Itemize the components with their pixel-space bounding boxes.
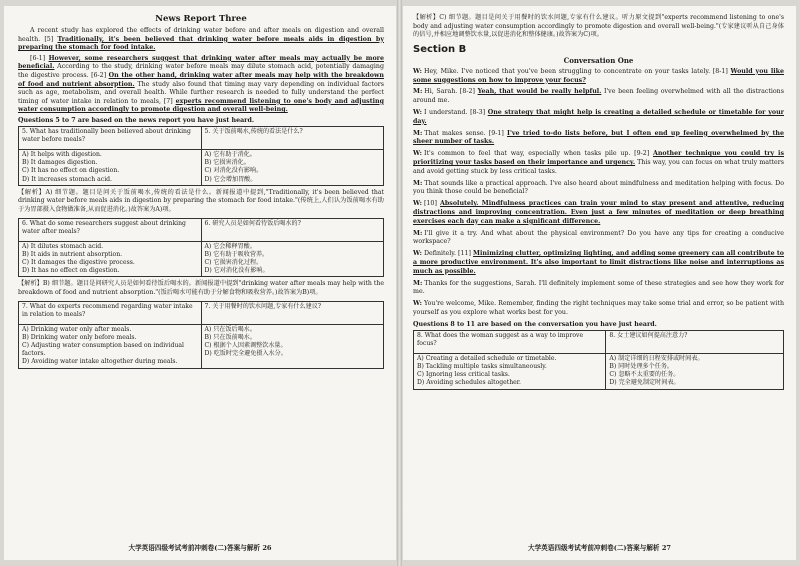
question-6-table [18, 218, 384, 278]
question-5-zh: 5. 关于饭前喝水,传统的看法是什么? [201, 126, 384, 149]
section-heading: Section B [413, 43, 467, 55]
conversation-title: Conversation One [563, 55, 634, 65]
questions-hint: Questions 8 to 11 are based on the conversation you have just heard. [413, 320, 657, 328]
question-7-options-en: A) Drinking water only after meals. B) Drinking water only before meals. C) Adjusting water consumption based on individual factors. D) Avoiding water intake altogether during meals. [19, 324, 202, 368]
transcript-paragraph-1: A recent study has explored the effects of drinking water before and after meals on digestion and overall health. [5] Traditionally, it's been believed that drinking water before meals aids in digestion by preparing the stomach for food intake. [18, 27, 384, 52]
conversation-line: W: It's common to feel that way, especially when tasks pile up. [9-2] Another technique you could try is prioritizing your tasks based on their importance and urgency. This way, you can focus on what truly matters and avoid getting stuck by less critical tasks. [413, 150, 784, 175]
conversation-line: W: You're welcome, Mike. Remember, finding the right techniques may take some trial and error, so be patient with yourself as you explore what works best for you. [413, 300, 784, 316]
question-6-zh: 6. 研究人员是如何看待饭后喝水的? [201, 218, 384, 241]
conversation-line: M: Hi, Sarah. [8-2] Yeah, that would be really helpful. I've been feeling overwhelmed with all the distractions around me. [413, 88, 784, 105]
question-6-en: 6. What do some researchers suggest about drinking water after meals? [19, 218, 202, 241]
conversation-line: W: Hey, Mike. I've noticed that you've been struggling to concentrate on your tasks lately. [8-1] Would you like some suggestions on how to improve your focus? [413, 67, 785, 84]
conversation-line: W: [10] Absolutely. Mindfulness practices can train your mind to stay present and attentive, reducing distractions and improving concentration. Even just a few minutes of meditation or deep breathing exercises each day can make a significant difference. [413, 200, 784, 225]
speaker-label: M: [413, 88, 423, 96]
question-5-table [18, 126, 384, 186]
question-7-table [18, 301, 384, 369]
transcript-paragraph-2: [6-1] However, some researchers suggest that drinking water after meals may actually be more beneficial. According to the study, drinking water before meals may dilute stomach acid, potentially damaging the digestive process. [6-2] On the other hand, drinking water after meals may help with the breakdown of food and nutrient absorption. The study also found that timing may vary depending on individual factors such as age, metabolism, and overall health. While further research is needed to fully understand the perfect timing of water intake in relation to meals, [7] experts recommend listening to one's body and adjusting water consumption accordingly to promote digestion and overall well-being. [18, 54, 384, 114]
questions-hint: Questions 5 to 7 are based on the news report you have just heard. [18, 116, 255, 124]
conversation-line: W: Definitely. [11] Minimizing clutter, optimizing lighting, and adding some greenery can all contribute to a more productive environment. It's also important to limit distractions like noise and interruptions as much as possible. [413, 250, 784, 275]
question-5-options-zh: A) 它有助于消化。 B) 它损害消化。 C) 对消化没有影响。 D) 它会增加胃酸。 [201, 149, 384, 185]
conversation-line: W: I understand. [8-3] One strategy that might help is creating a detailed schedule or timetable for your day. [413, 108, 784, 125]
question-5-analysis: 【解析】A) 细节题。题目是问关于饭前喝水,传统的看法是什么。新闻报道中提到,"Traditionally, it's been believed that drinking water before meals aids in digestion by preparing the stomach for food intake."(传统上,人们认为饭前喝水有助于为胃部摄入食物做准备,从而促进消化。)故答案为A)项。 [18, 188, 384, 213]
page-footer-26: 大学英语四级考试考前冲刺卷(二)答案与解析 26 [128, 544, 272, 552]
question-8-zh: 8. 女士建议如何提高注意力? [606, 330, 784, 353]
question-6-analysis: 【解析】B) 细节题。题目是问研究人员是如何看待饭后喝水的。新闻报道中提到"drinking water after meals may help with the breakdown of food and nutrient absorption."(饭后喝水可能有助于分解食物和吸收营养。)故答案为B)项。 [18, 280, 384, 296]
speaker-label: M: [413, 229, 423, 237]
speaker-label: M: [413, 279, 423, 287]
question-8-options-en: A) Creating a detailed schedule or timetable. B) Tackling multiple tasks simultaneously. C) Ignoring less critical tasks. D) Avoiding schedules altogether. [414, 353, 606, 389]
speaker-label: W: [413, 108, 422, 116]
page-27 [403, 6, 796, 560]
conversation-line: M: That sounds like a practical approach. I've also heard about mindfulness and meditation helping with focus. Do you think those could be beneficial? [413, 179, 784, 196]
question-8-table [413, 330, 784, 390]
speaker-label: W: [413, 200, 422, 208]
page-fold [397, 0, 402, 566]
speaker-label: M: [413, 129, 423, 137]
page-26 [4, 6, 396, 560]
speaker-label: W: [413, 300, 422, 308]
question-6-options-zh: A) 它会稀释胃酸。 B) 它有助于吸收营养。 C) 它损害消化过程。 D) 它对消化没有影响。 [201, 241, 384, 277]
question-7-zh: 7. 关于用餐时的饮水问题,专家有什么建议? [201, 301, 384, 324]
speaker-label: W: [413, 150, 422, 158]
speaker-label: M: [413, 179, 423, 187]
news-report-title: News Report Three [155, 14, 247, 24]
page-footer-27: 大学英语四级考试考前冲刺卷(二)答案与解析 27 [528, 544, 671, 552]
question-8-options-zh: A) 制定详细的日程安排或时间表。 B) 同时处理多个任务。 C) 忽略不太重要的任务。 D) 完全避免制定时间表。 [606, 353, 784, 389]
question-7-analysis: 【解析】C) 细节题。题目是问关于用餐时的饮水问题,专家有什么建议。听力原文提到"experts recommend listening to one's body and adjusting water consumption accordingly to promote digestion and overall well-being."(专家建议听从自己身体的信号,并相应地调整饮水量,以促进消化和整体健康。)故答案为C)项。 [413, 14, 784, 39]
question-7-en: 7. What do experts recommend regarding water intake in relation to meals? [19, 301, 202, 324]
speaker-label: W: [413, 250, 422, 258]
question-5-options-en: A) It helps with digestion. B) It damages digestion. C) It has no effect on digestion. D) It increases stomach acid. [19, 149, 202, 185]
question-8-en: 8. What does the woman suggest as a way to improve focus? [414, 330, 606, 353]
question-7-options-zh: A) 只在饭后喝水。 B) 只在饭前喝水。 C) 根据个人因素调整饮水量。 D) 吃饭时完全避免摄入水分。 [201, 324, 384, 368]
speaker-label: W: [413, 67, 422, 75]
conversation-line: M: That makes sense. [9-1] I've tried to-do lists before, but I often end up feeling overwhelmed by the sheer number of tasks. [413, 129, 784, 146]
conversation-line: M: Thanks for the suggestions, Sarah. I'll definitely implement some of these strategies and see how they work for me. [413, 279, 784, 296]
question-5-en: 5. What has traditionally been believed about drinking water before meals? [19, 126, 202, 149]
conversation-line: M: I'll give it a try. And what about the physical environment? Do you have any tips for creating a conducive workspace? [413, 229, 784, 246]
conversation-transcript [413, 68, 784, 318]
question-6-options-en: A) It dilutes stomach acid. B) It aids in nutrient absorption. C) It damages the digestive process. D) It has no effect on digestion. [19, 241, 202, 277]
